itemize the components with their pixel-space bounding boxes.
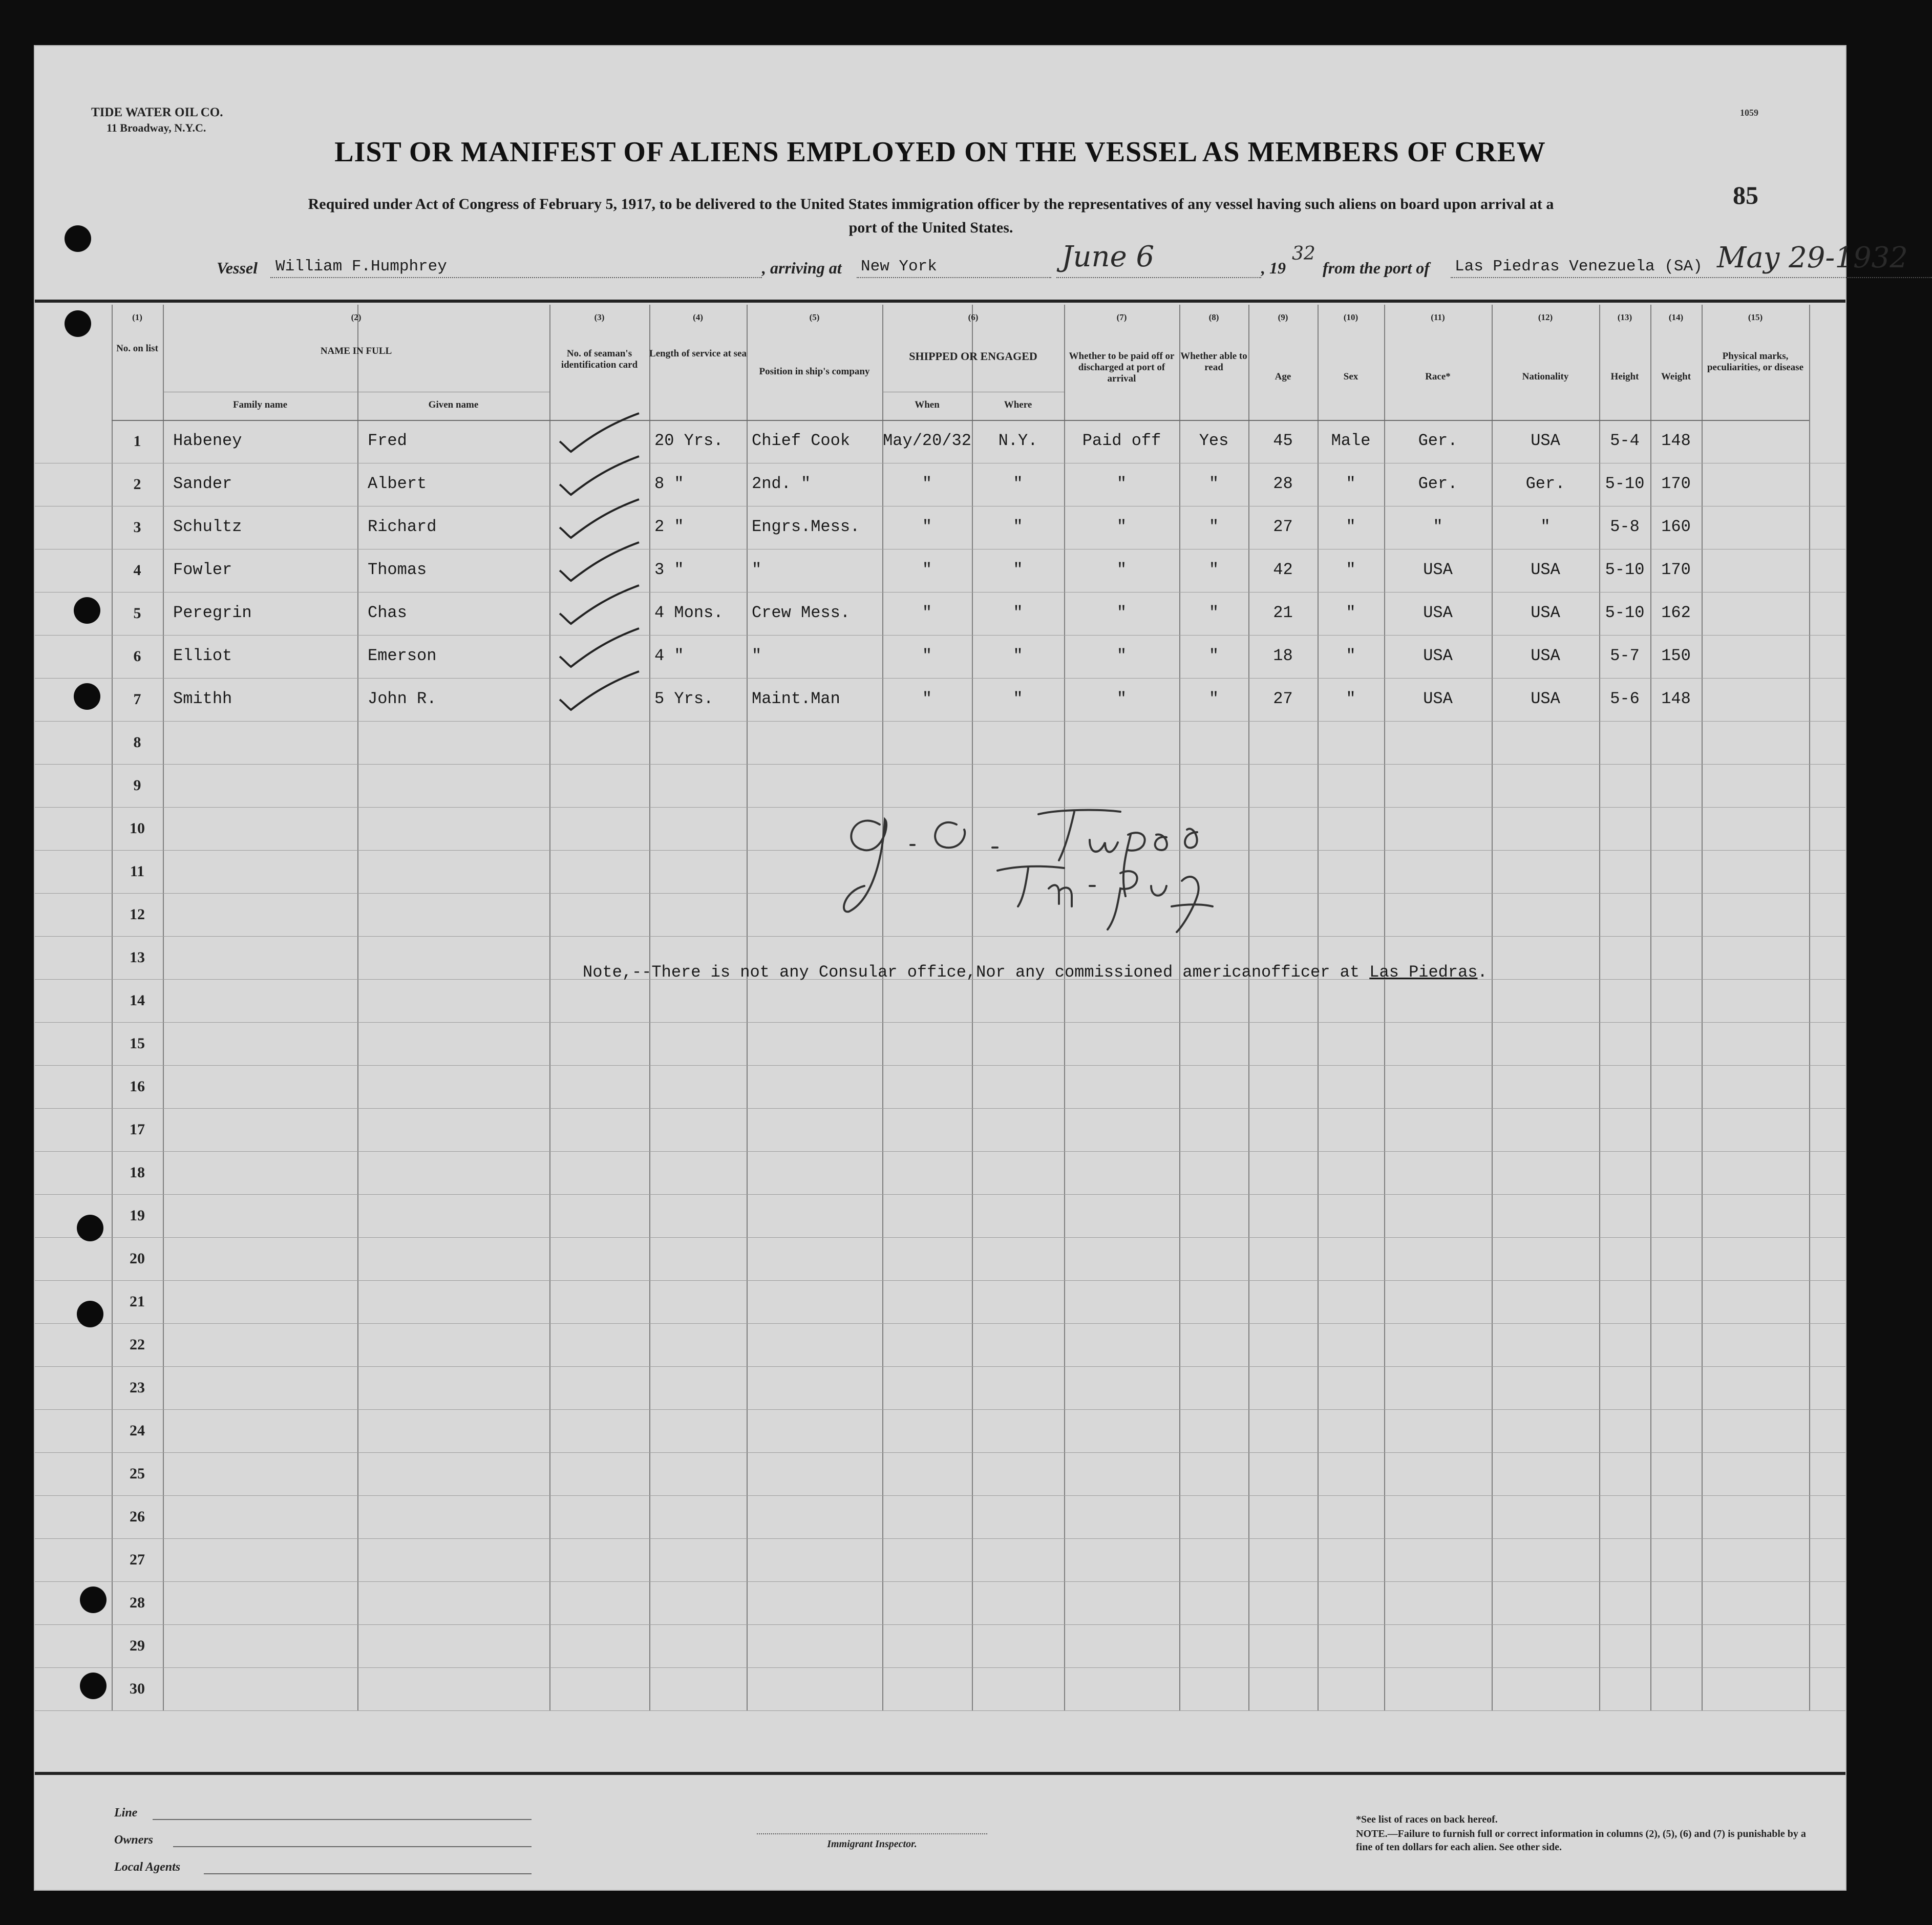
cell-read: ": [1208, 474, 1219, 493]
row-number: 4: [133, 562, 141, 579]
cell-height: 5-10: [1605, 474, 1645, 493]
races-note: *See list of races on back hereof.: [1356, 1814, 1498, 1825]
cell-position: ": [752, 646, 762, 665]
cell-family: Elliot: [173, 646, 232, 665]
row-rule: [35, 1065, 1845, 1066]
header-position: Position in ship's company: [759, 366, 870, 377]
cell-sex: ": [1346, 646, 1356, 665]
column-rule: [357, 305, 358, 1710]
table-row: [35, 474, 1845, 500]
row-number: 23: [130, 1379, 145, 1396]
row-rule: [35, 1366, 1845, 1367]
column-number: (6): [968, 312, 979, 322]
column-number: (3): [594, 312, 605, 322]
arrival-year-handwritten: 32: [1292, 243, 1315, 264]
cell-height: 5-10: [1605, 603, 1645, 622]
cell-family: Peregrin: [173, 603, 252, 622]
row-number: 30: [130, 1680, 145, 1697]
failure-note: NOTE.—Failure to furnish full or correct information in columns (2), (5), (6) and (7) is punishable by a fine of ten dollars for each alien. See other side.: [1356, 1828, 1806, 1853]
cell-weight: 148: [1661, 689, 1691, 708]
header-where: Where: [1004, 399, 1032, 410]
id-card-checkmark: [555, 497, 647, 543]
header-age: Age: [1275, 371, 1291, 382]
departure-date-handwritten: May 29-1932: [1717, 241, 1908, 274]
row-number: 29: [130, 1637, 145, 1654]
cell-where: ": [1013, 474, 1023, 493]
row-rule: [35, 936, 1845, 937]
row-rule: [35, 1667, 1845, 1668]
footer-agents-label: Local Agents: [114, 1860, 181, 1874]
cell-given: John R.: [368, 689, 437, 708]
column-rule: [1599, 305, 1600, 1710]
cell-weight: 162: [1661, 603, 1691, 622]
row-number: 10: [130, 820, 145, 837]
cell-paid: ": [1116, 689, 1127, 708]
punch-hole: [74, 683, 100, 710]
row-number: 22: [130, 1336, 145, 1353]
row-rule: [35, 1538, 1845, 1539]
column-number: (8): [1208, 312, 1219, 322]
header-when: When: [915, 399, 940, 410]
manifest-sheet: [34, 45, 1908, 1891]
id-card-checkmark: [555, 669, 647, 715]
punch-hole: [80, 1586, 107, 1613]
cell-nationality: USA: [1531, 603, 1560, 622]
row-rule: [35, 1151, 1845, 1152]
row-number: 28: [130, 1594, 145, 1611]
column-rule: [747, 305, 748, 1710]
row-rule: [35, 1710, 1845, 1711]
table-row: [35, 560, 1845, 586]
cell-family: Schultz: [173, 517, 242, 536]
column-rule: [549, 305, 550, 1710]
cell-sex: Male: [1331, 431, 1371, 450]
column-number: (5): [809, 312, 820, 322]
cell-position: Engrs.Mess.: [752, 517, 860, 536]
header-family-name: Family name: [232, 399, 288, 410]
cell-sex: ": [1346, 474, 1356, 493]
cell-height: 5-8: [1610, 517, 1640, 536]
row-rule: [35, 635, 1845, 636]
row-rule: [35, 592, 1845, 593]
column-number: (13): [1617, 312, 1632, 322]
cell-service: 5 Yrs.: [654, 689, 714, 708]
cell-service: 4 ": [654, 646, 684, 665]
header-shipped-engaged: SHIPPED OR ENGAGED: [909, 350, 1037, 363]
row-number: 25: [130, 1465, 145, 1482]
cell-weight: 170: [1661, 560, 1691, 579]
vessel-name: William F.Humphrey: [275, 258, 447, 276]
column-rule: [1064, 305, 1065, 1710]
cell-race: ": [1433, 517, 1443, 536]
top-rule: [35, 300, 1845, 303]
row-number: 19: [130, 1207, 145, 1224]
column-rule: [1492, 305, 1493, 1710]
header-rule: [112, 420, 1809, 421]
column-rule: [1702, 305, 1703, 1710]
row-number: 5: [133, 605, 141, 622]
row-rule: [35, 1495, 1845, 1496]
cell-nationality: USA: [1531, 689, 1560, 708]
cell-given: Albert: [368, 474, 427, 493]
column-number: (11): [1431, 312, 1445, 322]
header-id-card: No. of seaman's identification card: [561, 348, 638, 370]
punch-hole: [77, 1301, 103, 1327]
cell-family: Sander: [173, 474, 232, 493]
header-given-name: Given name: [428, 399, 479, 410]
table-row: [35, 646, 1845, 672]
column-number: (12): [1538, 312, 1553, 322]
cell-height: 5-4: [1610, 431, 1640, 450]
cell-family: Habeney: [173, 431, 242, 450]
cell-position: Maint.Man: [752, 689, 840, 708]
cell-read: ": [1208, 603, 1219, 622]
cell-weight: 160: [1661, 517, 1691, 536]
row-rule: [35, 1409, 1845, 1410]
column-rule: [1650, 305, 1651, 1710]
row-rule: [35, 721, 1845, 722]
cell-race: USA: [1423, 560, 1453, 579]
cell-given: Chas: [368, 603, 407, 622]
form-code: 1059: [1740, 108, 1758, 118]
header-weight: Weight: [1661, 371, 1691, 382]
cell-when: ": [922, 474, 932, 493]
cell-paid: Paid off: [1082, 431, 1161, 450]
row-rule: [35, 678, 1845, 679]
cell-given: Fred: [368, 431, 407, 450]
cell-when: ": [922, 560, 932, 579]
row-number: 2: [133, 476, 141, 493]
cell-read: ": [1208, 646, 1219, 665]
cell-paid: ": [1116, 474, 1127, 493]
cell-service: 8 ": [654, 474, 684, 493]
cell-race: USA: [1423, 646, 1453, 665]
punch-hole: [74, 597, 100, 624]
cell-nationality: USA: [1531, 431, 1560, 450]
note-line: Note,--There is not any Consular office,Nor any commissioned americanofficer at Las Piedras.: [583, 963, 1488, 982]
column-number: (15): [1748, 312, 1763, 322]
id-card-checkmark: [555, 411, 647, 457]
row-rule: [35, 1624, 1845, 1625]
cell-nationality: Ger.: [1525, 474, 1565, 493]
row-number: 9: [133, 777, 141, 794]
cell-nationality: USA: [1531, 560, 1560, 579]
cell-when: ": [922, 646, 932, 665]
cell-weight: 148: [1661, 431, 1691, 450]
column-rule: [649, 305, 650, 1710]
row-number: 24: [130, 1422, 145, 1439]
row-number: 17: [130, 1121, 145, 1138]
cell-given: Richard: [368, 517, 437, 536]
cell-sex: ": [1346, 560, 1356, 579]
cell-race: Ger.: [1418, 474, 1458, 493]
cell-height: 5-10: [1605, 560, 1645, 579]
column-rule: [1809, 305, 1810, 1710]
row-number: 15: [130, 1035, 145, 1052]
column-number: (1): [132, 312, 142, 322]
cell-paid: ": [1116, 517, 1127, 536]
cell-where: ": [1013, 646, 1023, 665]
punch-hole: [77, 1215, 103, 1241]
column-number: (4): [693, 312, 703, 322]
column-number: (7): [1116, 312, 1127, 322]
legal-requirement: Required under Act of Congress of February 5, 1917, to be delivered to the United States immigration officer by the representatives of any vessel having such aliens on board upon arrival at a port of the United States.: [308, 196, 1554, 236]
header-no-on-list: No. on list: [116, 343, 158, 354]
header-sex: Sex: [1343, 371, 1358, 382]
column-rule: [1179, 305, 1180, 1710]
header-length-service: Length of service at sea: [649, 348, 747, 359]
row-number: 16: [130, 1078, 145, 1095]
cell-given: Thomas: [368, 560, 427, 579]
cell-when: ": [922, 517, 932, 536]
cell-read: Yes: [1199, 431, 1229, 450]
row-number: 11: [130, 863, 145, 880]
cell-age: 42: [1273, 560, 1293, 579]
cell-nationality: USA: [1531, 646, 1560, 665]
cell-where: ": [1013, 560, 1023, 579]
cell-when: May/20/32: [883, 431, 971, 450]
cell-race: Ger.: [1418, 431, 1458, 450]
inspector-signature: [834, 789, 1254, 932]
cell-age: 21: [1273, 603, 1293, 622]
cell-family: Fowler: [173, 560, 232, 579]
punch-hole: [65, 310, 91, 337]
row-number: 3: [133, 519, 141, 536]
row-rule: [35, 764, 1845, 765]
header-nationality: Nationality: [1522, 371, 1569, 382]
page-title: LIST OR MANIFEST OF ALIENS EMPLOYED ON THE VESSEL AS MEMBERS OF CREW: [334, 136, 1546, 168]
cell-paid: ": [1116, 646, 1127, 665]
row-number: 7: [133, 691, 141, 708]
column-rule: [163, 305, 164, 1710]
cell-age: 28: [1273, 474, 1293, 493]
bottom-rule: [35, 1772, 1845, 1775]
row-rule: [35, 1323, 1845, 1324]
row-number: 20: [130, 1250, 145, 1267]
column-rule: [1248, 305, 1249, 1710]
cell-height: 5-6: [1610, 689, 1640, 708]
column-number: (10): [1343, 312, 1358, 322]
row-rule: [35, 1581, 1845, 1582]
row-number: 18: [130, 1164, 145, 1181]
cell-weight: 170: [1661, 474, 1691, 493]
header-race: Race*: [1425, 371, 1451, 382]
id-card-checkmark: [555, 583, 647, 629]
column-rule: [972, 305, 973, 1710]
cell-race: USA: [1423, 689, 1453, 708]
cell-sex: ": [1346, 517, 1356, 536]
table-row: [35, 431, 1845, 457]
row-number: 21: [130, 1293, 145, 1310]
cell-age: 27: [1273, 689, 1293, 708]
cell-where: ": [1013, 689, 1023, 708]
cell-when: ": [922, 689, 932, 708]
cell-sex: ": [1346, 603, 1356, 622]
header-physical-marks: Physical marks, peculiarities, or disease: [1707, 351, 1804, 373]
id-card-checkmark: [555, 626, 647, 672]
arrival-port: New York: [861, 258, 937, 276]
column-rule: [1318, 305, 1319, 1710]
column-rule: [1384, 305, 1385, 1710]
departure-port: Las Piedras Venezuela (SA): [1455, 258, 1703, 276]
table-row: [35, 517, 1845, 543]
cell-where: N.Y.: [998, 431, 1038, 450]
immigrant-inspector-label: Immigrant Inspector.: [827, 1838, 917, 1850]
row-number: 1: [133, 433, 141, 450]
punch-hole: [80, 1673, 107, 1699]
row-number: 6: [133, 648, 141, 665]
row-number: 27: [130, 1551, 145, 1568]
punch-hole: [65, 225, 91, 252]
cell-position: ": [752, 560, 762, 579]
cell-weight: 150: [1661, 646, 1691, 665]
cell-service: 3 ": [654, 560, 684, 579]
cell-service: 20 Yrs.: [654, 431, 724, 450]
page-number: 85: [1733, 181, 1758, 209]
table-row: [35, 603, 1845, 629]
cell-given: Emerson: [368, 646, 437, 665]
cell-family: Smithh: [173, 689, 232, 708]
cell-paid: ": [1116, 560, 1127, 579]
row-rule: [35, 1280, 1845, 1281]
row-number: 12: [130, 906, 145, 923]
voyage-line: Vessel William F.Humphrey , arriving at New York June 6 , 19 32 from the port of Las Piedras Venezuela (SA) May 29-1932: [217, 259, 1753, 289]
cell-age: 27: [1273, 517, 1293, 536]
row-number: 14: [130, 992, 145, 1009]
row-rule: [35, 1022, 1845, 1023]
cell-position: Crew Mess.: [752, 603, 851, 622]
cell-when: ": [922, 603, 932, 622]
column-number: (9): [1278, 312, 1288, 322]
cell-sex: ": [1346, 689, 1356, 708]
row-number: 26: [130, 1508, 145, 1525]
note-place: Las Piedras: [1369, 963, 1478, 982]
header-height: Height: [1610, 371, 1639, 382]
cell-position: 2nd. ": [752, 474, 811, 493]
cell-read: ": [1208, 689, 1219, 708]
cell-age: 45: [1273, 431, 1293, 450]
cell-where: ": [1013, 517, 1023, 536]
cell-service: 4 Mons.: [654, 603, 724, 622]
cell-read: ": [1208, 560, 1219, 579]
footer-line-label: Line: [114, 1806, 138, 1820]
id-card-checkmark: [555, 540, 647, 586]
row-rule: [35, 1194, 1845, 1195]
company-stamp: TIDE WATER OIL CO. 11 Broadway, N.Y.C.: [91, 105, 223, 134]
cell-age: 18: [1273, 646, 1293, 665]
cell-race: USA: [1423, 603, 1453, 622]
row-rule: [35, 1452, 1845, 1453]
id-card-checkmark: [555, 454, 647, 500]
table-row: [35, 689, 1845, 715]
header-paid-off: Whether to be paid off or discharged at port of arrival: [1069, 351, 1175, 384]
cell-position: Chief Cook: [752, 431, 851, 450]
row-rule: [35, 1108, 1845, 1109]
arrival-date-handwritten: June 6: [1061, 240, 1155, 273]
cell-read: ": [1208, 517, 1219, 536]
cell-service: 2 ": [654, 517, 684, 536]
header-name-in-full: NAME IN FULL: [320, 346, 392, 356]
cell-height: 5-7: [1610, 646, 1640, 665]
row-rule: [35, 1237, 1845, 1238]
cell-paid: ": [1116, 603, 1127, 622]
footer-owners-label: Owners: [114, 1833, 154, 1847]
row-number: 8: [133, 734, 141, 751]
cell-where: ": [1013, 603, 1023, 622]
cell-nationality: ": [1540, 517, 1551, 536]
column-rule: [882, 305, 883, 1710]
row-number: 13: [130, 949, 145, 966]
column-number: (14): [1668, 312, 1684, 322]
header-able-read: Whether able to read: [1180, 351, 1247, 373]
column-number: (2): [351, 312, 362, 322]
